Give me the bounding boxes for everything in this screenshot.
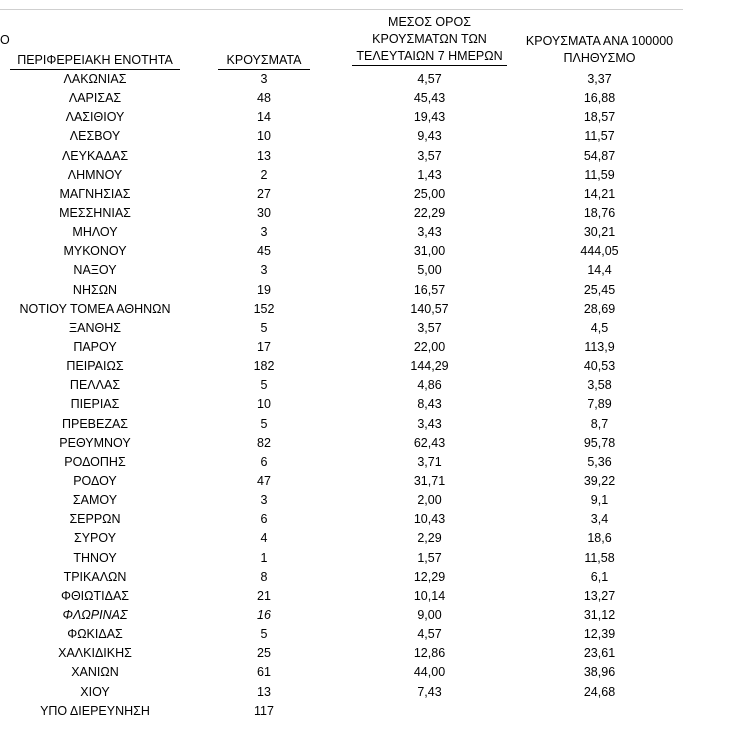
avg7-cell: 10,14 [413,588,446,603]
per100k-cell: 3,58 [587,378,612,393]
table-row [0,108,734,127]
cases-cell: 117 [254,703,274,718]
cases-cell: 13 [257,148,271,163]
cases-cell: 30 [257,205,271,220]
avg7-cell: 22,29 [413,205,446,220]
per100k-cell: 9,1 [590,493,609,508]
avg7-cell: 12,29 [413,569,446,584]
avg7-cell: 140,57 [410,301,449,316]
per100k-cell: 95,78 [583,435,616,450]
header-region-label: ΠΕΡΙΦΕΡΕΙΑΚΗ ΕΝΟΤΗΤΑ [10,52,180,70]
table-row [0,702,734,721]
avg7-cell: 1,57 [417,550,442,565]
per100k-cell: 11,57 [584,129,615,144]
cases-cell: 5 [260,320,268,335]
table-row [0,261,734,280]
header-per100k-line-2: ΠΛΗΘΥΣΜΟ [563,51,636,65]
per100k-cell: 444,05 [580,244,619,259]
table-row [0,319,734,338]
truncated-header-fragment: Ο [0,33,10,47]
avg7-cell: 31,71 [413,473,446,488]
per100k-cell: 3,37 [587,72,612,86]
region-cell: ΧΙΟΥ [80,684,110,699]
region-cell: ΠΕΛΛΑΣ [69,378,121,393]
per100k-cell: 28,69 [583,301,616,316]
per100k-cell: 16,88 [583,91,616,106]
table-row [0,338,734,357]
table-row [0,127,734,146]
per100k-cell: 18,57 [583,110,616,125]
avg7-cell: 9,00 [417,607,442,622]
per100k-cell: 5,36 [587,454,612,469]
cases-cell: 17 [257,339,271,354]
per100k-cell: 24,68 [583,684,616,699]
region-cell: ΛΕΣΒΟΥ [69,129,121,144]
per100k-cell: 14,21 [583,186,616,201]
region-cell: ΛΗΜΝΟΥ [67,167,123,182]
region-cell: ΠΙΕΡΙΑΣ [70,397,120,412]
table-row [0,415,734,434]
per100k-cell: 3,4 [590,512,609,527]
avg7-cell: 1,43 [417,167,442,182]
region-cell: ΤΡΙΚΑΛΩΝ [63,569,127,584]
avg7-cell: 8,43 [417,397,442,412]
cases-cell: 5 [260,378,268,393]
region-cell: ΜΗΛΟΥ [72,225,118,240]
header-avg7-line-3: ΤΕΛΕΥΤΑΙΩΝ 7 ΗΜΕΡΩΝ [352,48,507,66]
cases-cell: 3 [260,72,268,86]
cases-cell: 5 [260,627,268,642]
table-row [0,683,734,702]
cases-cell: 14 [257,110,271,125]
avg7-cell: 5,00 [417,263,442,278]
region-cell: ΛΕΥΚΑΔΑΣ [61,148,129,163]
table-row [0,395,734,414]
table-row [0,376,734,395]
table-row [0,663,734,682]
region-cell: ΠΡΕΒΕΖΑΣ [61,416,129,431]
header-avg7-line-1: ΜΕΣΟΣ ΟΡΟΣ [388,15,471,29]
per100k-cell: 14,4 [587,263,612,278]
avg7-cell: 2,29 [417,531,442,546]
region-cell: ΡΟΔΟΥ [73,473,117,488]
avg7-cell: 19,43 [413,110,446,125]
region-cell: ΦΛΩΡΙΝΑΣ [62,607,128,622]
table-row [0,357,734,376]
cases-cell: 19 [257,282,271,297]
per100k-cell: 7,89 [587,397,612,412]
region-cell: ΜΕΣΣΗΝΙΑΣ [59,205,131,220]
region-cell: ΧΑΛΚΙΔΙΚΗΣ [58,646,132,661]
cases-cell: 61 [257,665,271,680]
table-row [0,434,734,453]
region-cell: ΣΕΡΡΩΝ [69,512,121,527]
header-per100k-line-1: ΚΡΟΥΣΜΑΤΑ ΑΝΑ 100000 [525,34,674,48]
cases-cell: 152 [253,301,275,316]
per100k-cell: 113,9 [584,339,615,354]
header-per100k [512,33,687,67]
avg7-cell: 22,00 [413,339,446,354]
table-row [0,625,734,644]
region-cell: ΛΑΚΩΝΙΑΣ [63,72,127,86]
per100k-cell: 11,59 [584,167,615,182]
region-cell: ΝΗΣΩΝ [72,282,118,297]
header-cases-label: ΚΡΟΥΣΜΑΤΑ [218,52,310,70]
region-cell: ΣΥΡΟΥ [73,531,117,546]
cases-cell: 182 [253,359,275,374]
table-row [0,166,734,185]
header-avg7-line-2: ΚΡΟΥΣΜΑΤΩΝ ΤΩΝ [372,32,487,46]
cases-cell: 16 [257,607,271,622]
table-row [0,606,734,625]
table-row [0,587,734,606]
cases-cell: 3 [260,225,268,240]
region-cell: ΡΟΔΟΠΗΣ [64,454,126,469]
avg7-cell: 10,43 [413,512,446,527]
avg7-cell: 3,71 [417,454,442,469]
region-cell: ΝΑΞΟΥ [73,263,117,278]
table-row [0,529,734,548]
table-row [0,204,734,223]
avg7-cell: 3,57 [417,320,442,335]
region-cell: ΡΕΘΥΜΝΟΥ [59,435,131,450]
per100k-cell: 11,58 [584,550,615,565]
avg7-cell: 144,29 [410,359,449,374]
cases-cell: 1 [260,550,268,565]
cases-cell: 3 [260,263,268,278]
table-row [0,223,734,242]
table-body [0,70,734,721]
cases-cell: 4 [260,531,268,546]
table-row [0,147,734,166]
avg7-cell: 25,00 [413,186,446,201]
table-row [0,644,734,663]
per100k-cell: 18,6 [587,531,612,546]
header-cases [218,52,310,70]
per100k-cell: 13,27 [583,588,616,603]
avg7-cell: 3,43 [417,225,442,240]
region-cell: ΧΑΝΙΩΝ [71,665,119,680]
per100k-cell: 4,5 [590,320,609,335]
avg7-cell: 12,86 [413,646,446,661]
region-cell: ΛΑΣΙΘΙΟΥ [65,110,125,125]
region-cell: ΜΥΚΟΝΟΥ [63,244,127,259]
avg7-cell: 31,00 [413,244,446,259]
per100k-cell: 54,87 [583,148,616,163]
per100k-cell: 12,39 [583,627,616,642]
region-cell: ΤΗΝΟΥ [73,550,117,565]
per100k-cell: 38,96 [583,665,616,680]
table-row [0,510,734,529]
cases-cell: 10 [257,129,271,144]
per100k-cell: 39,22 [583,473,616,488]
per100k-cell: 23,61 [583,646,616,661]
avg7-cell: 7,43 [417,684,442,699]
table-row [0,568,734,587]
per100k-cell: 6,1 [590,569,609,584]
avg7-cell: 45,43 [413,91,446,106]
cases-cell: 21 [257,588,271,603]
region-cell: ΠΕΙΡΑΙΩΣ [66,359,124,374]
cases-cell: 6 [260,512,268,527]
top-rule [0,9,683,10]
table-row [0,453,734,472]
per100k-cell: 31,12 [583,607,616,622]
table-row [0,549,734,568]
region-cell: ΦΘΙΩΤΙΔΑΣ [60,588,130,603]
table-row [0,491,734,510]
avg7-cell: 9,43 [417,129,442,144]
region-cell: ΞΑΝΘΗΣ [69,320,121,335]
avg7-cell: 16,57 [413,282,446,297]
region-cell: ΛΑΡΙΣΑΣ [68,91,122,106]
cases-cell: 2 [260,167,268,182]
region-cell: ΣΑΜΟΥ [72,493,118,508]
cases-cell: 3 [260,493,268,508]
header-region [10,52,180,70]
header-avg7 [352,14,507,66]
per100k-cell: 30,21 [583,225,616,240]
avg7-cell: 4,57 [417,72,442,86]
table-row [0,300,734,319]
avg7-cell: 3,43 [417,416,442,431]
table-row [0,185,734,204]
cases-cell: 25 [257,646,271,661]
cases-cell: 45 [257,244,271,259]
cases-cell: 5 [260,416,268,431]
avg7-cell: 3,57 [417,148,442,163]
avg7-cell: 44,00 [413,665,446,680]
avg7-cell: 2,00 [417,493,442,508]
region-cell: ΜΑΓΝΗΣΙΑΣ [59,186,131,201]
region-cell: ΥΠΟ ΔΙΕΡΕΥΝΗΣΗ [40,703,150,718]
region-cell: ΦΩΚΙΔΑΣ [67,627,123,642]
per100k-cell: 8,7 [590,416,609,431]
table-row [0,472,734,491]
cases-cell: 47 [257,473,271,488]
cases-cell: 6 [260,454,268,469]
cases-cell: 48 [257,91,271,106]
cases-cell: 27 [257,186,271,201]
per100k-cell: 40,53 [583,359,616,374]
cases-cell: 13 [257,684,271,699]
table-row [0,242,734,261]
avg7-cell: 4,86 [417,378,442,393]
region-cell: ΝΟΤΙΟΥ ΤΟΜΕΑ ΑΘΗΝΩΝ [19,301,171,316]
table-row [0,70,734,89]
table-row [0,281,734,300]
cases-cell: 82 [257,435,271,450]
per100k-cell: 25,45 [583,282,616,297]
cases-cell: 8 [260,569,268,584]
region-cell: ΠΑΡΟΥ [73,339,117,354]
per100k-cell: 18,76 [583,205,616,220]
avg7-cell: 62,43 [413,435,446,450]
cases-cell: 10 [257,397,271,412]
avg7-cell: 4,57 [417,627,442,642]
table-row [0,89,734,108]
